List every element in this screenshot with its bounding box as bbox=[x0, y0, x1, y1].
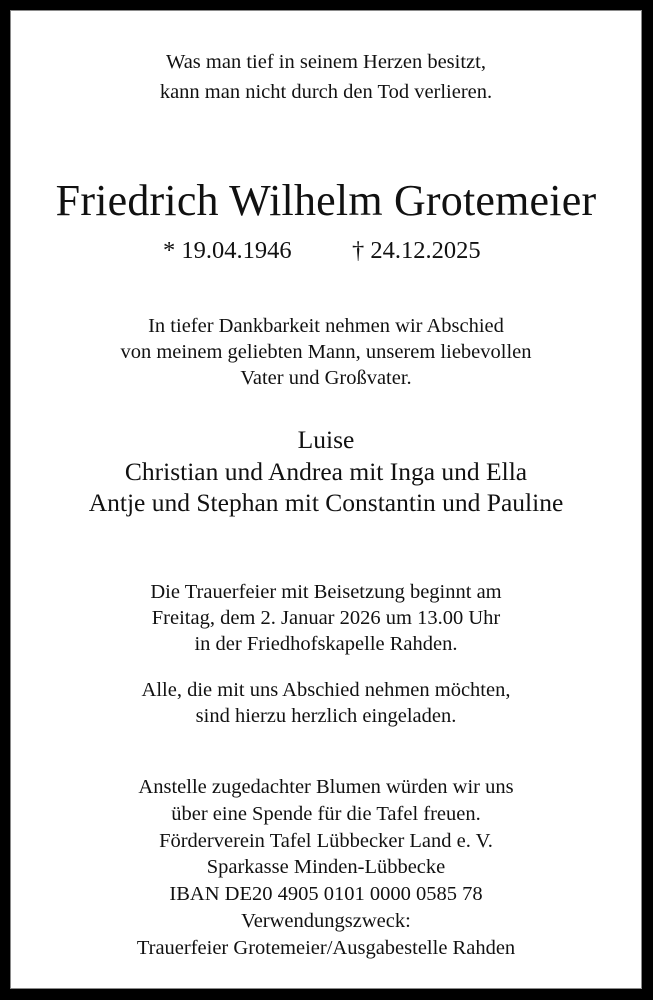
birth-date: * 19.04.1946 bbox=[163, 237, 292, 264]
invitation-text bbox=[10, 677, 642, 729]
quote-line: Was man tief in seinem Herzen besitzt, bbox=[166, 51, 486, 73]
ceremony-line: Die Trauerfeier mit Beisetzung beginnt am bbox=[150, 581, 502, 603]
mourner-line: Antje und Stephan mit Constantin und Pauline bbox=[88, 488, 564, 517]
donation-info bbox=[10, 774, 642, 962]
donation-iban: IBAN DE20 4905 0101 0000 0585 78 bbox=[169, 883, 483, 906]
obituary-notice bbox=[10, 10, 642, 989]
quote bbox=[10, 47, 642, 107]
mourner-line: Luise bbox=[297, 425, 355, 454]
farewell-line: Vater und Großvater. bbox=[240, 367, 412, 389]
donation-line: Anstelle zugedachter Blumen würden wir uns bbox=[138, 776, 514, 798]
donation-reference-label: Verwendungszweck: bbox=[241, 909, 411, 932]
deceased-name-text: Friedrich Wilhelm Grotemeier bbox=[55, 176, 597, 225]
mourners-list bbox=[10, 424, 642, 519]
quote-line: kann man nicht durch den Tod verlieren. bbox=[159, 81, 493, 103]
ceremony-line: in der Friedhofskapelle Rahden. bbox=[194, 633, 458, 655]
invitation-line: Alle, die mit uns Abschied nehmen möchten, bbox=[141, 679, 511, 701]
farewell-line: In tiefer Dankbarkeit nehmen wir Abschied bbox=[148, 315, 504, 337]
deceased-name bbox=[10, 174, 642, 228]
ceremony-line: Freitag, dem 2. Januar 2026 um 13.00 Uhr bbox=[151, 607, 501, 629]
donation-recipient: Förderverein Tafel Lübbecker Land e. V. bbox=[159, 829, 493, 852]
invitation-line: sind hierzu herzlich eingeladen. bbox=[195, 705, 457, 727]
mourner-line: Christian und Andrea mit Inga und Ella bbox=[124, 456, 528, 486]
donation-line: über eine Spende für die Tafel freuen. bbox=[171, 802, 481, 825]
farewell-text bbox=[10, 313, 642, 391]
donation-bank: Sparkasse Minden-Lübbecke bbox=[206, 856, 446, 879]
farewell-line: von meinem geliebten Mann, unserem liebevollen bbox=[120, 341, 532, 363]
ceremony-info bbox=[10, 579, 642, 657]
donation-reference: Trauerfeier Grotemeier/Ausgabestelle Rahden bbox=[136, 936, 516, 959]
death-date: † 24.12.2025 bbox=[352, 237, 481, 264]
